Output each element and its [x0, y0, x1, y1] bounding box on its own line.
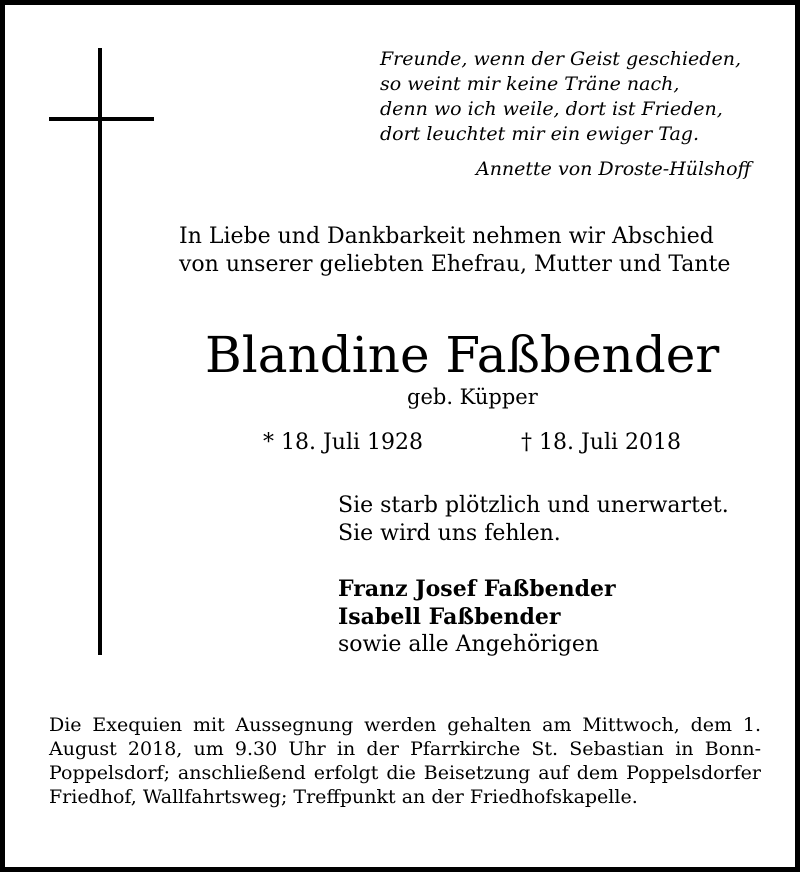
mourner-name: Isabell Faßbender — [338, 604, 561, 630]
message-line: Sie wird uns fehlen. — [338, 521, 561, 546]
poem-line: so weint mir keine Träne nach, — [380, 73, 680, 95]
cross-icon — [98, 48, 102, 655]
poem-author: Annette von Droste-Hülshoff — [475, 158, 751, 180]
death-date: † 18. Juli 2018 — [521, 430, 682, 455]
cross-icon-crossbar — [49, 117, 154, 121]
mourner-name: Franz Josef Faßbender — [338, 576, 616, 602]
poem-line: Freunde, wenn der Geist geschieden, — [380, 48, 741, 70]
poem-line: dort leuchtet mir ein ewiger Tag. — [380, 123, 700, 145]
intro-line: In Liebe und Dankbarkeit nehmen wir Abschied — [179, 224, 714, 249]
farewell-message — [338, 492, 729, 548]
intro-text — [179, 223, 730, 279]
poem-line: denn wo ich weile, dort ist Frieden, — [380, 98, 723, 120]
funeral-notice: Die Exequien mit Aussegnung werden gehalten am Mittwoch, dem 1. August 2018, um 9.30 Uhr in der Pfarrkirche St. Sebastian in Bonn-Poppelsdorf; anschließend erfolgt die Beisetzung auf dem Poppelsdorfer Friedhof, Wallfahrtsweg; Treffpunkt an der Friedhofskapelle. — [49, 714, 761, 808]
birth-date: * 18. Juli 1928 — [263, 430, 424, 455]
mourners-list — [338, 575, 616, 659]
poem — [380, 47, 780, 147]
maiden-name: geb. Küpper — [407, 385, 538, 409]
mourner-others: sowie alle Angehörigen — [338, 632, 600, 657]
message-line: Sie starb plötzlich und unerwartet. — [338, 493, 729, 518]
deceased-name: Blandine Faßbender — [205, 326, 720, 384]
intro-line: von unserer geliebten Ehefrau, Mutter und Tante — [179, 252, 731, 277]
